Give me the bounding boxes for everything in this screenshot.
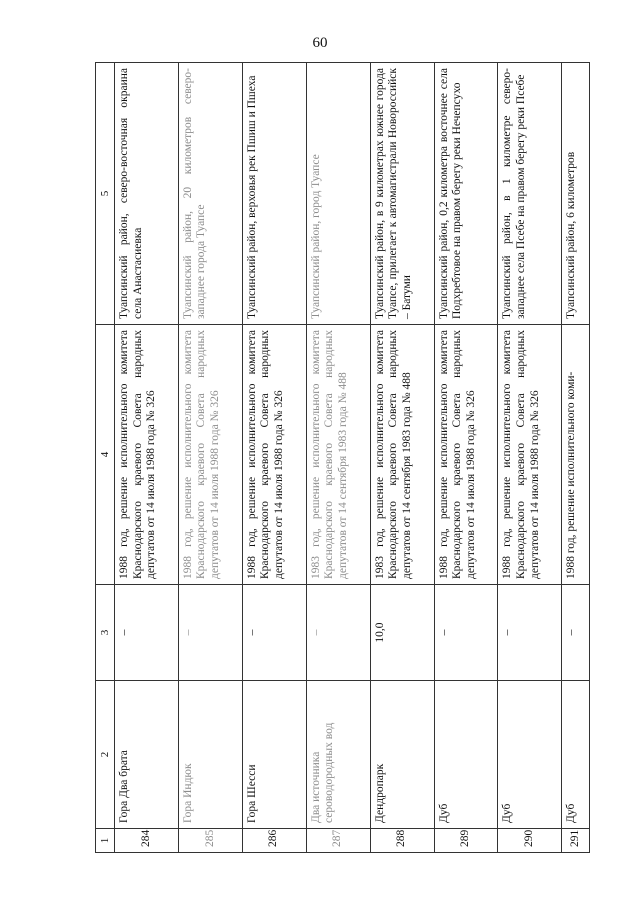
basis-cell: 1988 год, решение исполнительного комитета Краснодарского краевого Совета народных депутатов от 14 июля 1988 года № 326: [115, 325, 179, 585]
column-number-row: [96, 63, 115, 853]
basis-cell: 1983 год, решение исполнительного комитета Краснодарского краевого Совета народных депутатов от 14 сентября 1983 года № 488: [306, 325, 370, 585]
area-cell: –: [434, 585, 498, 681]
protected-areas-table: [95, 62, 590, 853]
table-row: [498, 63, 562, 853]
row-number-cell: 290: [498, 829, 562, 853]
object-name-cell: Дуб: [434, 681, 498, 829]
area-cell: 10,0: [370, 585, 434, 681]
basis-cell: 1988 год, решение исполнительного комитета Краснодарского краевого Совета народных депутатов от 14 июля 1988 года № 326: [434, 325, 498, 585]
area-cell: –: [498, 585, 562, 681]
area-cell: –: [115, 585, 179, 681]
location-cell: Туапсинский район, в 1 километре северо-западнее села Псебе на правом берегу реки Псебе: [498, 63, 562, 325]
table-row: [306, 63, 370, 853]
column-header: 1: [96, 829, 115, 853]
location-cell: Туапсинский район, 20 километров северо-западнее города Туапсе: [178, 63, 242, 325]
basis-cell: 1988 год, решение исполнительного коми-: [562, 325, 590, 585]
object-name-cell: Гора Индюк: [178, 681, 242, 829]
location-cell: Туапсинский район, северо-восточная окраина села Анастасиевка: [115, 63, 179, 325]
column-header: 2: [96, 681, 115, 829]
area-cell: –: [306, 585, 370, 681]
area-cell: –: [242, 585, 306, 681]
row-number-cell: 291: [562, 829, 590, 853]
object-name-cell: Два источника сероводородных вод: [306, 681, 370, 829]
area-cell: –: [178, 585, 242, 681]
column-header: 5: [96, 63, 115, 325]
table-row: [434, 63, 498, 853]
row-number-cell: 284: [115, 829, 179, 853]
basis-cell: 1988 год, решение исполнительного комитета Краснодарского краевого Совета народных депутатов от 14 июля 1988 года № 326: [498, 325, 562, 585]
object-name-cell: Дуб: [498, 681, 562, 829]
table-row: [562, 63, 590, 853]
object-name-cell: Дуб: [562, 681, 590, 829]
table-row: [115, 63, 179, 853]
area-cell: –: [562, 585, 590, 681]
row-number-cell: 289: [434, 829, 498, 853]
location-cell: Туапсинский район, город Туапсе: [306, 63, 370, 325]
basis-cell: 1988 год, решение исполнительного комитета Краснодарского краевого Совета народных депутатов от 14 июля 1988 года № 326: [242, 325, 306, 585]
basis-cell: 1988 год, решение исполнительного комитета Краснодарского краевого Совета народных депутатов от 14 июля 1988 года № 326: [178, 325, 242, 585]
column-header: 4: [96, 325, 115, 585]
table-row: [370, 63, 434, 853]
page-number: 60: [312, 35, 328, 51]
object-name-cell: Гора Два брата: [115, 681, 179, 829]
basis-cell: 1983 год, решение исполнительного комитета Краснодарского краевого Совета народных депутатов от 14 сентября 1983 года № 488: [370, 325, 434, 585]
row-number-cell: 288: [370, 829, 434, 853]
row-number-cell: 287: [306, 829, 370, 853]
row-number-cell: 285: [178, 829, 242, 853]
row-number-cell: 286: [242, 829, 306, 853]
rotated-table-wrapper: [95, 63, 590, 853]
column-header: 3: [96, 585, 115, 681]
location-cell: Туапсинский район, 6 километров: [562, 63, 590, 325]
table-row: [178, 63, 242, 853]
location-cell: Туапсинский район, 0,2 километра восточнее села Подхребтовое на правом берегу реки Нечепсухо: [434, 63, 498, 325]
location-cell: Туапсинский район, верховья рек Пшиш и Пшеха: [242, 63, 306, 325]
object-name-cell: Гора Шесси: [242, 681, 306, 829]
object-name-cell: Дендропарк: [370, 681, 434, 829]
table-row: [242, 63, 306, 853]
location-cell: Туапсинский район, в 9 километрах южнее города Туапсе, прилегает к автомагистрали Новороссийск – Батуми: [370, 63, 434, 325]
